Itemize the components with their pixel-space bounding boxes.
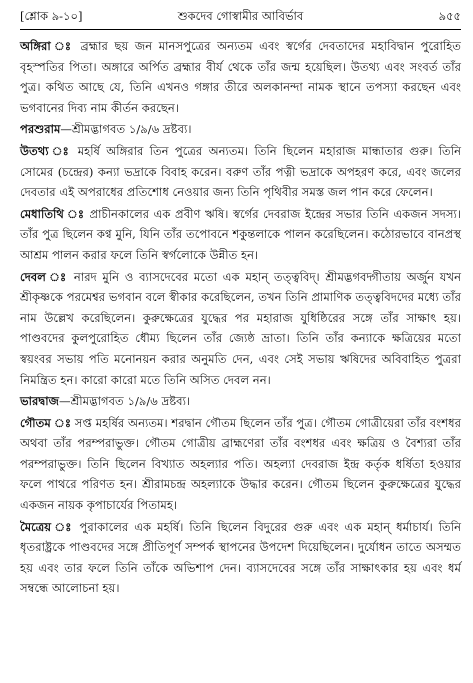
entry-term: মেধাতিথি ঃ: [20, 206, 85, 221]
glossary-entry-gautama: [20, 413, 461, 516]
entry-term: পরশুরাম: [20, 122, 61, 137]
entry-text: প্রাচীনকালের এক প্রবীণ ঋষি। স্বর্গের দেবরাজ ইন্দ্রের সভার তিনি একজন সদস্য। তাঁর পুত্র ছিলেন কণ্ব মুনি, যিনি তাঁর তপোবনে শকুন্তলাকে পালন করেছিলেন। কঠোরভাবে বানপ্রস্থ আশ্রম পালন করার ফলে তিনি স্বর্গলোকে উন্নীত হন।: [20, 206, 461, 262]
entry-term: দেবল ঃ: [20, 269, 69, 284]
glossary-entry-devala: [20, 267, 461, 391]
verse-range: [শ্লোক ৯-১০]: [20, 9, 83, 23]
page-number: ৯৫৫: [438, 9, 461, 23]
glossary-entry-bharadvaja: [20, 391, 461, 412]
glossary-entry-maitreya: [20, 517, 461, 599]
chapter-title: শুকদেব গোস্বামীর আবির্ভাব: [177, 9, 304, 23]
entry-term: মৈত্রেয় ঃ: [20, 519, 74, 534]
entry-text: মহর্ষি অঙ্গিরার তিন পুত্রের অন্যতম। তিনি ছিলেন মহারাজ মান্ধাতার গুরু। তিনি সোমের (চন্দ্রের) কন্যা ভদ্রাকে বিবাহ করেন। বরুণ তাঁর পত্নী ভদ্রাকে অপহরণ করে, এবং জলের দেবতার এই অপরাধের প্রতিশোধ নেওয়ার জন্য তিনি পৃথিবীর সমস্ত জল পান করে ফেলেন।: [20, 143, 461, 200]
glossary-entry-utathya: [20, 141, 461, 203]
entry-text: —শ্রীমদ্ভাগবত ১/৯/৬ দ্রষ্টব্য।: [59, 394, 191, 409]
entry-text: —শ্রীমদ্ভাগবত ১/৯/৬ দ্রষ্টব্য।: [60, 122, 192, 137]
glossary-entry-angira: [20, 36, 461, 118]
glossary-entry-medhatithi: [20, 204, 461, 266]
entry-term: অঙ্গিরা ঃ: [20, 39, 74, 53]
header-divider: [20, 29, 461, 30]
glossary-entry-parashurama: [20, 119, 461, 140]
chapter-title-wrap: [20, 8, 461, 27]
entry-text: সপ্ত মহর্ষির অন্যতম। শরদ্বান গৌতম ছিলেন তাঁর পুত্র। গৌতম গোত্রীয়েরা তাঁর বংশধর অথবা তাঁর পরম্পরাভুক্ত। গৌতম গোত্রীয় ব্রাহ্মণেরা তাঁর বংশধর এবং ক্ষত্রিয় ও বৈশ্যরা তাঁর পরম্পরাভুক্ত। তিনি ছিলেন বিখ্যাত অহল্যার পতি। অহল্যা দেবরাজ ইন্দ্র কর্তৃক ধর্ষিতা হওয়ার ফলে পাথরে পরিণত হন। শ্রীরামচন্দ্র অহল্যাকে উদ্ধার করেন। গৌতম ছিলেন কুরুক্ষেত্রের যুদ্ধের একজন নায়ক কৃপাচার্যের পিতামহ।: [20, 415, 461, 513]
entry-term: উতথ্য ঃ: [20, 143, 72, 158]
entry-term: গৌতম ঃ: [20, 415, 72, 430]
entry-text: নারদ মুনি ও ব্যাসদেবের মতো এক মহান্ তত্ত্ববিদ্। শ্রীমদ্ভগবদ্গীতায় অর্জুন যখন শ্রীকৃষ্ণকে পরমেশ্বর ভগবান বলে স্বীকার করেছিলেন, তখন তিনি প্রামাণিক তত্ত্ববিদদের মধ্যে তাঁর নাম উল্লেখ করেছিলেন। কুরুক্ষেত্রের যুদ্ধের পর মহারাজ যুধিষ্ঠিরের সঙ্গে তাঁর সাক্ষাৎ হয়। পাণ্ডবদের কুলপুরোহিত ধৌম্য ছিলেন তাঁর জ্যেষ্ঠ ভ্রাতা। তিনি তাঁর কন্যাকে ক্ষত্রিয়ের মতো স্বয়ংবর সভায় পতি মনোনয়ন করার অনুমতি দেন, এবং সেই সভায় ঋষিদের অবিবাহিত পুত্ররা নিমন্ত্রিত হন। কারো কারো মতে তিনি অসিত দেবল নন।: [20, 269, 461, 387]
entry-text: পুরাকালের এক মহর্ষি। তিনি ছিলেন বিদুরের গুরু এবং এক মহান্ ধর্মাচার্য। তিনি ধৃতরাষ্ট্রকে পাণ্ডবদের সঙ্গে প্রীতিপূর্ণ সম্পর্ক স্থাপনের উপদেশ দিয়েছিলেন। দুর্যোধন তাতে অসম্মত হয় এবং তার ফলে তিনি তাঁকে অভিশাপ দেন। ব্যাসদেবের সঙ্গে তাঁর সাক্ষাৎকার হয় এবং ধর্ম সম্বন্ধে আলোচনা হয়।: [20, 519, 461, 596]
entry-term: ভারদ্বাজ: [20, 394, 60, 409]
entry-text: ব্রহ্মার ছয় জন মানসপুত্রের অন্যতম এবং স্বর্গের দেবতাদের মহাবিদ্বান পুরোহিত বৃহস্পতির পিতা। অঙ্গারে অর্পিত ব্রহ্মার বীর্য থেকে তাঁর জন্ম হয়েছিল। উতথ্য এবং সংবর্ত তাঁর পুত্র। কথিত আছে যে, তিনি এখনও গঙ্গার তীরে অলকানন্দা নামক স্থানে তপস্যা করছেন এবং ভগবানের দিব্য নাম কীর্তন করছেন।: [20, 39, 461, 115]
